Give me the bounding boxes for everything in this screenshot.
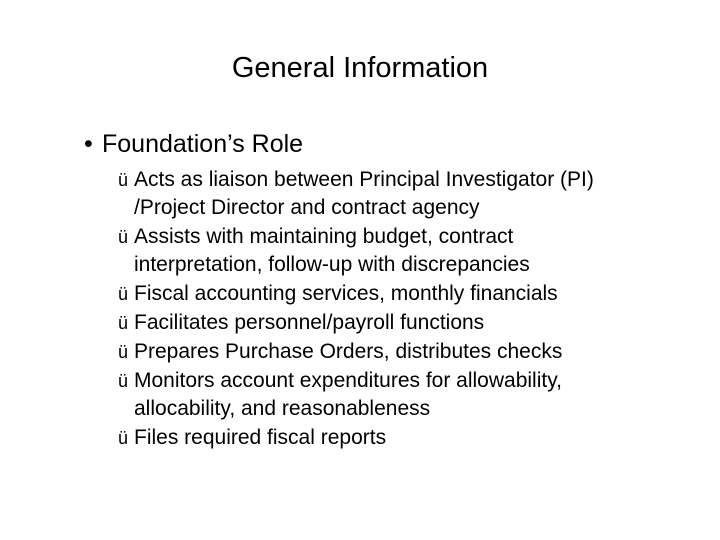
bullet-dot-icon: • [84, 130, 93, 158]
sub-bullet-list [118, 166, 688, 453]
sub-bullet-text-line: Acts as liaison between Principal Investigator (PI) [134, 168, 594, 191]
sub-bullet-item [118, 166, 688, 222]
checkmark-icon: ü [118, 227, 129, 247]
sub-bullet-item [118, 338, 688, 366]
main-bullet [84, 128, 303, 160]
checkmark-icon: ü [118, 170, 129, 190]
slide-title: General Information [231, 52, 489, 84]
sub-bullet-text-line: /Project Director and contract agency [134, 196, 480, 219]
sub-bullet-text-line: Prepares Purchase Orders, distributes checks [134, 340, 563, 363]
sub-bullet-text-line: Facilitates personnel/payroll functions [134, 311, 485, 334]
sub-bullet-item [118, 280, 688, 308]
sub-bullet-item [118, 223, 688, 279]
sub-bullet-text-line: Fiscal accounting services, monthly financials [134, 282, 558, 305]
sub-bullet-text-line: Monitors account expenditures for allowability, [134, 369, 562, 392]
sub-bullet-item [118, 309, 688, 337]
checkmark-icon: ü [118, 284, 129, 304]
checkmark-icon: ü [118, 313, 129, 333]
sub-bullet-item [118, 424, 688, 452]
sub-bullet-text-line: Assists with maintaining budget, contract [134, 225, 514, 248]
checkmark-icon: ü [118, 371, 129, 391]
main-bullet-text: Foundation’s Role [102, 130, 304, 158]
sub-bullet-item [118, 367, 688, 423]
sub-bullet-text-line: Files required fiscal reports [134, 426, 387, 449]
checkmark-icon: ü [118, 428, 129, 448]
checkmark-icon: ü [118, 342, 129, 362]
sub-bullet-text-line: interpretation, follow-up with discrepancies [134, 253, 530, 276]
sub-bullet-text-line: allocability, and reasonableness [134, 397, 431, 420]
